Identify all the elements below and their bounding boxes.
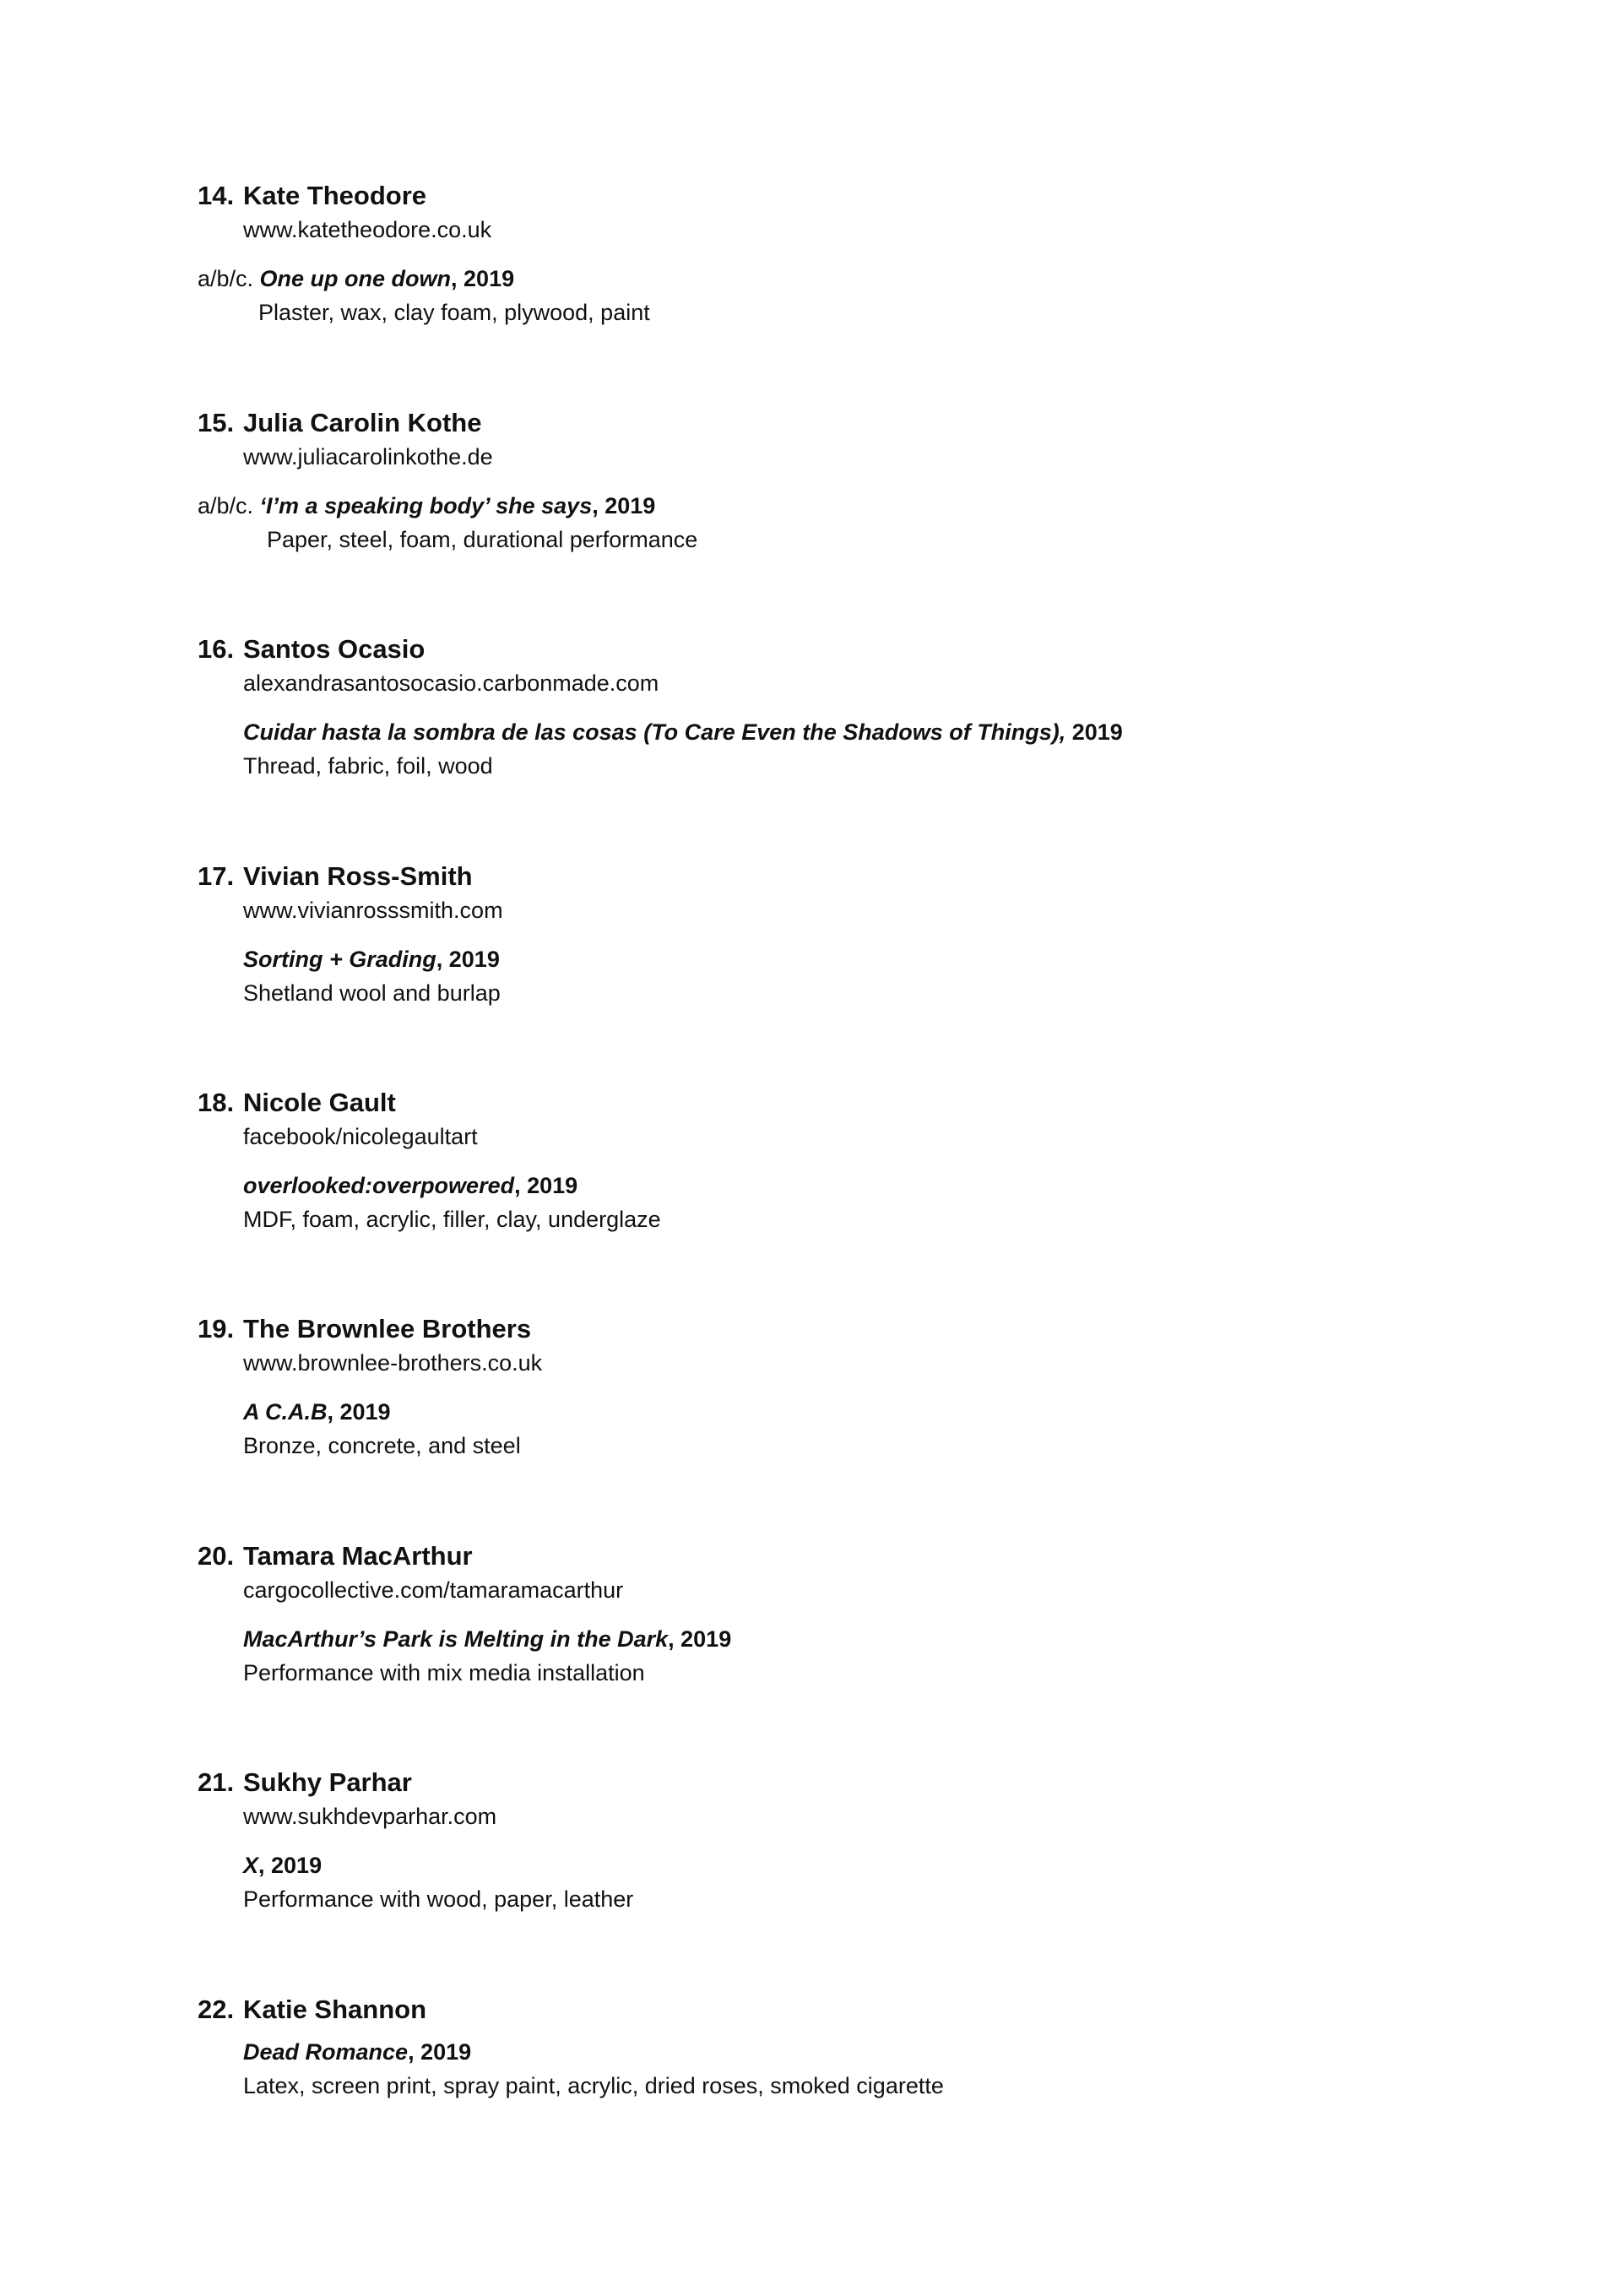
entry-number: 22. [198,1995,235,2024]
artwork-title: ‘I’m a speaking body’ she says [259,493,593,518]
artist-heading [198,406,1464,440]
artwork-year: 2019 [1065,719,1123,745]
artist-heading [198,1086,1464,1120]
artwork-year: , 2019 [436,947,500,972]
artist-entry-20 [198,1539,1464,1688]
artist-name: Santos Ocasio [243,634,426,664]
artist-website: www.juliacarolinkothe.de [243,444,493,470]
artwork-line [243,944,1464,974]
artwork-line [198,491,1464,521]
artist-website: www.vivianrosssmith.com [243,898,503,923]
artwork-materials: Paper, steel, foam, durational performance [267,527,698,552]
artwork-title: MacArthur’s Park is Melting in the Dark [243,1626,669,1652]
artwork-line [243,1850,1464,1881]
entry-number: 19. [198,1314,235,1343]
artwork-year: , 2019 [514,1173,578,1198]
artist-website: www.katetheodore.co.uk [243,217,492,242]
artist-entry-19 [198,1312,1464,1461]
artwork-line [243,1170,1464,1201]
artwork-line [243,2037,1464,2067]
artist-name: Tamara MacArthur [243,1541,473,1571]
artist-entry-16 [198,632,1464,781]
artwork-materials: Bronze, concrete, and steel [243,1433,521,1458]
artist-name: The Brownlee Brothers [243,1314,532,1343]
artist-entry-21 [198,1766,1464,1914]
artist-entry-15 [198,406,1464,555]
artist-website: www.sukhdevparhar.com [243,1804,497,1829]
artist-entry-14 [198,179,1464,328]
artist-name: Julia Carolin Kothe [243,408,482,437]
artwork-materials: Plaster, wax, clay foam, plywood, paint [258,300,650,325]
artist-heading [198,1766,1464,1799]
artist-entry-18 [198,1086,1464,1235]
artwork-title: Dead Romance [243,2039,409,2065]
artist-heading [198,1539,1464,1573]
artwork-year: , 2019 [592,493,656,518]
artwork-title: Sorting + Grading [243,947,436,972]
artist-name: Sukhy Parhar [243,1767,412,1797]
artwork-prefix: a/b/c. [198,493,260,518]
artist-website: facebook/nicolegaultart [243,1124,478,1149]
entry-number: 17. [198,861,235,891]
artwork-title: Cuidar hasta la sombra de las cosas (To Care Even the Shadows of Things), [243,719,1066,745]
artist-name: Kate Theodore [243,181,427,210]
artist-website: alexandrasantosocasio.carbonmade.com [243,670,659,696]
artist-heading [198,860,1464,893]
artist-entry-17 [198,860,1464,1008]
artwork-title: X [243,1853,259,1878]
artist-heading [198,1993,1464,2027]
artwork-line [243,1397,1464,1427]
entry-number: 21. [198,1767,235,1797]
artist-name: Vivian Ross-Smith [243,861,473,891]
artwork-title: overlooked:overpowered [243,1173,515,1198]
artist-name: Katie Shannon [243,1995,427,2024]
entry-number: 15. [198,408,235,437]
entry-number: 20. [198,1541,235,1571]
entry-number: 18. [198,1088,235,1117]
artist-heading [198,1312,1464,1346]
artwork-line [198,263,1464,294]
artwork-line [243,717,1464,747]
artist-heading [198,632,1464,666]
artwork-title: A C.A.B [243,1399,328,1425]
entry-number: 14. [198,181,235,210]
artwork-year: , 2019 [258,1853,323,1878]
artwork-year: , 2019 [451,266,515,291]
artwork-materials: Performance with mix media installation [243,1660,645,1685]
artwork-title: One up one down [259,266,452,291]
artwork-materials: Performance with wood, paper, leather [243,1886,634,1912]
artwork-line [243,1624,1464,1654]
artist-heading [198,179,1464,213]
artist-website: cargocollective.com/tamaramacarthur [243,1577,624,1603]
artwork-materials: Thread, fabric, foil, wood [243,753,493,779]
artwork-year: , 2019 [408,2039,472,2065]
artist-name: Nicole Gault [243,1088,396,1117]
artist-website: www.brownlee-brothers.co.uk [243,1350,543,1376]
artwork-materials: MDF, foam, acrylic, filler, clay, underglaze [243,1207,661,1232]
artwork-prefix: a/b/c. [198,266,260,291]
artwork-year: , 2019 [327,1399,391,1425]
entry-number: 16. [198,634,235,664]
artwork-year: , 2019 [668,1626,732,1652]
artwork-materials: Shetland wool and burlap [243,980,501,1006]
artwork-materials: Latex, screen print, spray paint, acrylic, dried roses, smoked cigarette [243,2073,944,2098]
artist-entry-22 [198,1993,1464,2101]
